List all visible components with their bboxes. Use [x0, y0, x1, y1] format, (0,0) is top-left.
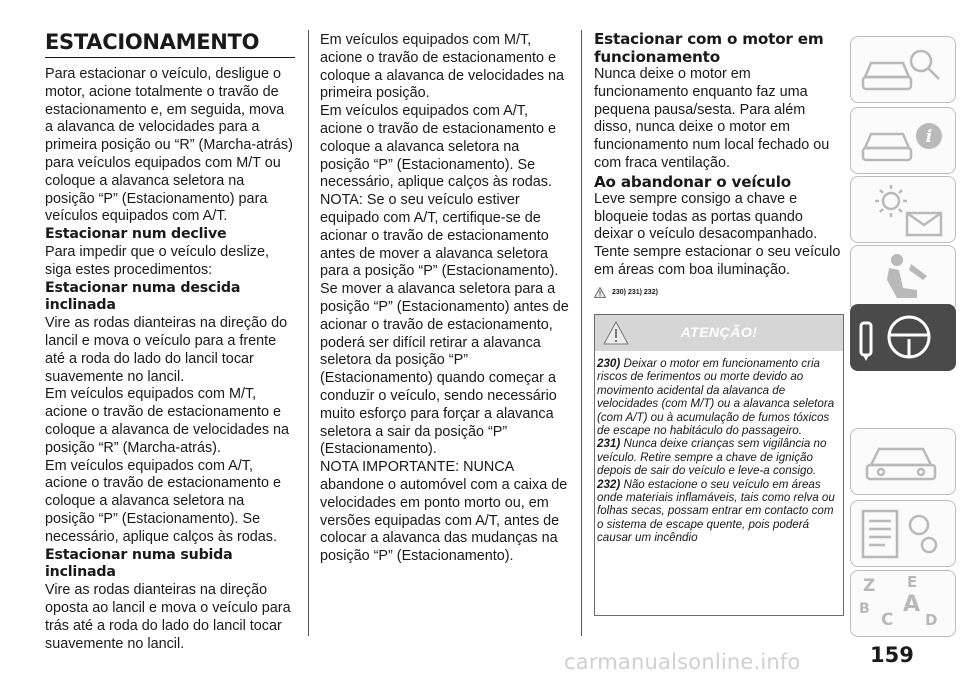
warning-item [597, 478, 843, 545]
svg-text:Z: Z [863, 576, 876, 596]
heading-declive: Estacionar num declive [45, 226, 227, 243]
column-3 [594, 30, 842, 302]
warning-lights-icon [851, 177, 955, 242]
chapter-tab-car-info[interactable] [850, 107, 956, 174]
page-title: ESTACIONAMENTO [45, 30, 295, 58]
column-1 [45, 30, 295, 653]
warning-item-number: 230) [597, 357, 621, 370]
warning-body [595, 351, 843, 545]
svg-text:C: C [881, 610, 894, 630]
svg-text:E: E [907, 573, 918, 591]
paragraph-abandonar-2: Tente sempre estacionar o seu veículo em áreas com boa iluminação. [594, 244, 841, 278]
paragraph-descida-3: Em veículos equipados com A/T, acione o travão de estacionamento e coloque a alavanca seletora na posição “P” (Estacionamento). Se necessário, aplique calços às rodas. [45, 457, 282, 545]
heading-motor: Estacionar com o motor em funcionamento [594, 30, 824, 66]
paragraph-motor: Nunca deixe o motor em funcionamento enquanto faz uma pequena pausa/sesta. Para além disso, nunca deixe o motor em funcionamento num local fechado ou com fraca ventilação. [594, 66, 830, 171]
warning-header [595, 315, 843, 351]
chapter-tab-index[interactable] [850, 570, 956, 637]
column-divider-2 [581, 30, 582, 636]
car-info-icon [851, 108, 955, 173]
warning-item-number: 232) [597, 477, 621, 491]
intro-paragraph: Para estacionar o veículo, desligue o motor, acione totalmente o travão de estacionamento e, em seguida, mova a alavanca de velocidades para a primeira posição ou “R” (Marcha-atrás) para veículos equipados com M/T ou coloque a alavanca seletora na posição “P” (Estacionamento) para veículos equipados com A/T. [45, 66, 293, 225]
chapter-tab-starting-driving[interactable] [850, 304, 956, 371]
svg-text:A: A [903, 592, 921, 617]
chapter-tab-car-search[interactable] [850, 36, 956, 103]
column-divider-1 [308, 30, 309, 636]
warning-item [597, 437, 843, 477]
warning-item-text: Não estacione o seu veículo em áreas onde materiais inflamáveis, tais como relva ou folhas secas, possam entrar em contacto com o sistema de escape quente, pois poderá causar um incêndio [597, 477, 835, 545]
heading-subida: Estacionar numa subida inclinada [45, 546, 233, 581]
important-note-paragraph: NOTA IMPORTANTE: NUNCA abandone o automóvel com a caixa de velocidades em ponto morto ou, em versões equipadas com A/T, antes de colocar a alavanca das mudanças na posição “P” (Estacionamento). [320, 459, 568, 565]
svg-text:i: i [925, 127, 933, 147]
paragraph-descida-2: Em veículos equipados com M/T, acione o travão de estacionamento e coloque a alavanca de velocidades na posição “R” (Marcha-atrás). [45, 386, 290, 456]
page-number: 159 [870, 643, 914, 667]
chapter-tab-airbag-seat[interactable] [850, 245, 956, 312]
alphabet-index-icon [851, 571, 955, 636]
car-search-icon [851, 37, 955, 102]
car-service-icon [851, 429, 955, 494]
warning-item-text: Deixar o motor em funcionamento cria riscos de ferimentos ou morte devido ao movimento acidental da alavanca de velocidades (com M/T) ou a alavanca seletora (com A/T) ou à acumulação de fumos tóxicos de escape no habitáculo do passageiro. [597, 357, 835, 438]
note-paragraph: NOTA: Se o seu veículo estiver equipado com A/T, certifique-se de acionar o travão de estacionamento antes de mover a alavanca seletora para a posição “P” (Estacionamento). Se mover a alavanca seletora para a posição “P” (Estacionamento) antes de acionar o travão de estacionamento, poderá ser difícil retirar a alavanca seletora da posição “P” (Estacionamento) quando começar a conduzir o veículo, sendo necessário muito esforço para forçar a alavanca seletora a sair da posição “P” (Estacionamento). [320, 192, 569, 458]
svg-text:D: D [925, 611, 938, 629]
steering-key-icon [851, 305, 955, 370]
chapter-tab-car-service[interactable] [850, 428, 956, 495]
column-2 [320, 32, 570, 566]
paragraph-abandonar-1: Leve sempre consigo a chave e bloqueie todas as portas quando deixar o veículo desacompanhado. [594, 190, 818, 243]
heading-descida: Estacionar numa descida inclinada [45, 279, 241, 314]
svg-text:B: B [859, 601, 870, 617]
watermark: carmanualsonline.info [564, 650, 801, 674]
chapter-tab-warning-lights[interactable] [850, 176, 956, 243]
paragraph-subida: Vire as rodas dianteiras na direção oposta ao lancil e mova o veículo para trás até a roda do lado do lancil tocar suavemente no lancil. [45, 582, 291, 652]
warning-item-text: Nunca deixe crianças sem vigilância no veículo. Retire sempre a chave de ignição depois de sair do veículo e leve-a consigo. [597, 437, 827, 478]
airbag-seat-icon [851, 246, 955, 311]
paragraph-at-subida: Em veículos equipados com A/T, acione o travão de estacionamento e coloque a alavanca seletora na posição “P” (Estacionamento). Se necessário, aplique calços às rodas. [320, 103, 557, 191]
warning-item-number: 231) [597, 437, 621, 451]
warning-title: ATENÇÃO! [680, 324, 758, 340]
warning-item [597, 357, 843, 437]
heading-abandonar: Ao abandonar o veículo [594, 172, 791, 191]
warning-box [594, 314, 844, 616]
paragraph-descida-1: Vire as rodas dianteiras na direção do lancil e mova o veículo para a frente até a roda do lado do lancil tocar suavemente no lancil. [45, 315, 288, 385]
warning-triangle-icon [594, 287, 606, 298]
warning-references [594, 284, 842, 302]
specs-gear-icon [851, 501, 955, 566]
paragraph-declive: Para impedir que o veículo deslize, siga estes procedimentos: [45, 243, 269, 278]
paragraph-mt-subida: Em veículos equipados com M/T, acione o travão de estacionamento e coloque a alavanca de velocidades na primeira posição. [320, 32, 565, 102]
chapter-tab-specs[interactable] [850, 500, 956, 567]
references-text: 230) 231) 232) [612, 288, 658, 296]
